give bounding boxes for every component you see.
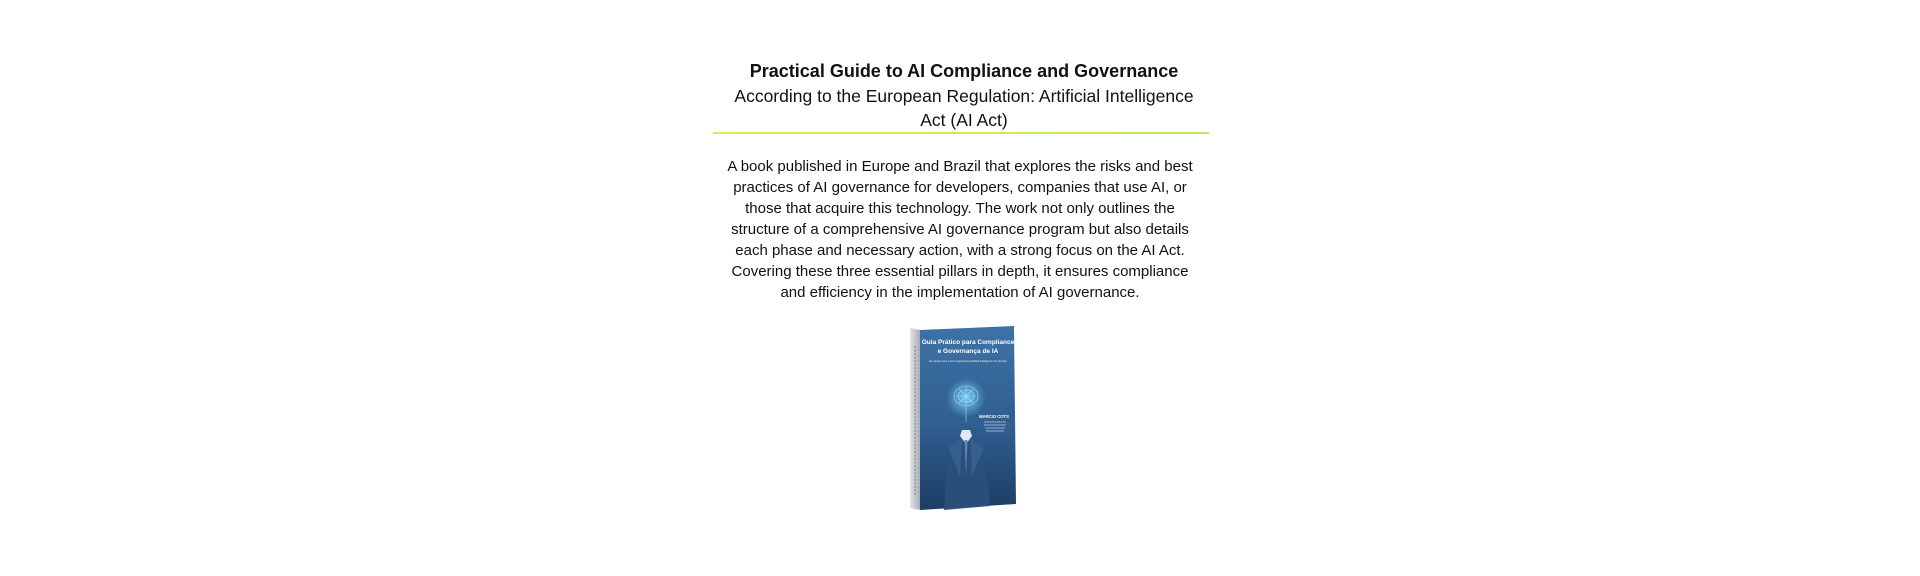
cover-title-line1: Guia Prático para Compliance — [921, 339, 1015, 346]
cover-tagline: De acordo com o novo regramento Artificial Intelligence Act (AI Act) — [929, 360, 1007, 363]
page-subtitle: According to the European Regulation: Artificial Intelligence Act (AI Act) — [734, 86, 1194, 130]
accent-divider — [713, 132, 1209, 134]
hero-heading — [720, 58, 1208, 132]
book-description: A book published in Europe and Brazil that explores the risks and best practices of AI governance for developers, companies that use AI, or those that acquire this technology. The work not only outlines the structure of a comprehensive AI governance program but also details each phase and necessary action, with a strong focus on the AI Act. Covering these three essential pillars in depth, it ensures compliance and efficiency in the implementation of AI governance. — [727, 158, 1193, 301]
cover-title-line2: e Governança de IA — [937, 348, 999, 355]
book-3d-mockup — [910, 326, 1016, 512]
book-cover-image — [910, 326, 1016, 512]
cover-author: MARCIO COTS — [979, 414, 1009, 419]
page-title: Practical Guide to AI Compliance and Governance — [749, 61, 1179, 81]
